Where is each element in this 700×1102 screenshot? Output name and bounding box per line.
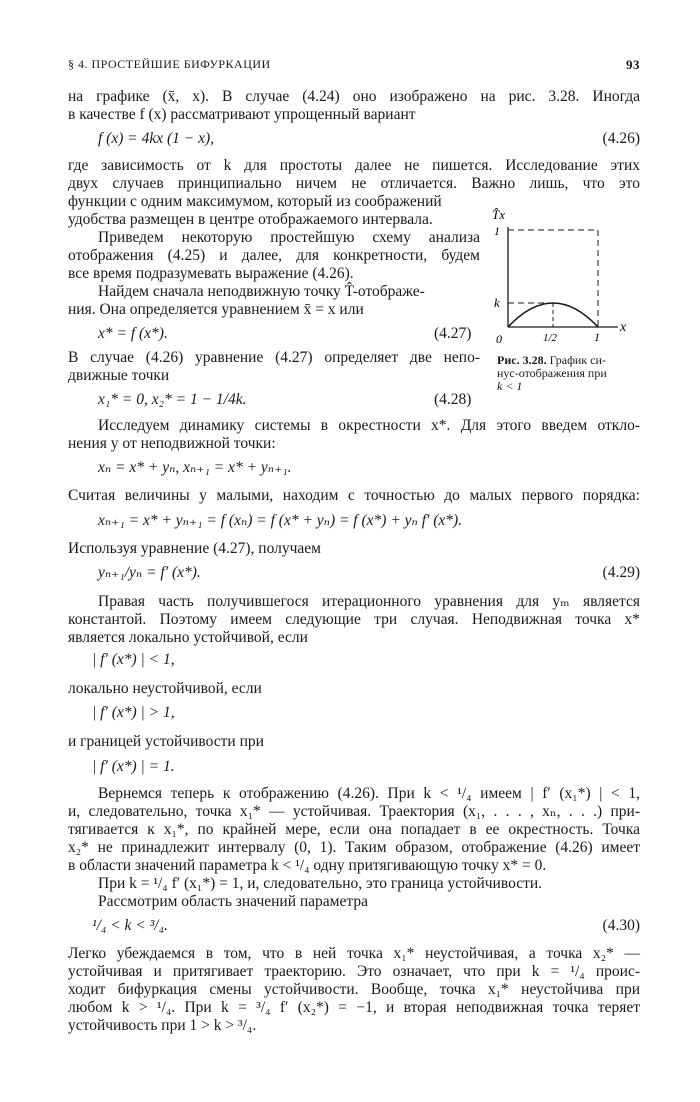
text-line: Правая часть получившегося итерационного уравнения для yₘ является [98,593,640,610]
caption-label: Рис. 3.28. [497,353,547,367]
text-line: функции с одним максимумом, который из соображений [68,193,442,210]
caption-text: График си- [549,353,606,367]
text-line: Рассмотрим область значений параметра [98,893,368,910]
figure-3-28 [490,205,640,345]
equation-number: (4.28) [434,391,472,408]
text-line: движные точки [68,367,170,384]
text-line: удобства размещен в центре отображаемого интервала. [68,211,433,228]
text-line: любом k > ¹/₄. При k = ³/₄ f′ (x₂*) = −1, и вторая неподвижная точка теряет [68,999,640,1016]
running-header [68,57,640,75]
equation-deviation: xₙ = x* + yₙ, xₙ₊₁ = x* + yₙ₊₁. [98,459,292,476]
text-line: В случае (4.26) уравнение (4.27) определяет две непо- [68,349,480,366]
text-line: При k = ¹/₄ f′ (x₁*) = 1, и, следовательно, это граница устойчивости. [98,875,543,892]
text-line: двух случаев принципиально ничем не отличается. Важно лишь, что это [68,175,640,192]
text-line: Приведем некоторую простейшую схему анализа [98,229,480,246]
text-line: все время подразумевать выражение (4.26). [68,265,354,282]
text-line: в качестве f (x) рассматривают упрощенный вариант [68,106,416,123]
equation-number: (4.29) [602,564,640,581]
equation-boundary: | f′ (x*) | = 1. [92,758,175,775]
text-line: ходит бифуркация смены устойчивости. Вообще, точка x₁* неустойчива при [68,981,640,998]
text-line: константой. Поэтому имеем следующие три случая. Неподвижная точка x* [68,611,640,628]
section-title: § 4. ПРОСТЕЙШИЕ БИФУРКАЦИИ [68,57,271,71]
text-line: и, следовательно, точка x₁* — устойчивая. Траектория (x₁, . . . , xₙ, . . .) при- [68,803,640,820]
text-line: локально неустойчивой, если [68,680,262,697]
equation-4-26: f (x) = 4kx (1 − x), [98,130,215,147]
tick-y-one: 1 [494,224,500,238]
page-number: 93 [626,57,640,72]
sine-map-plot [490,205,640,345]
text-line: Легко убеждаемся в том, что в ней точка x₁* неустойчивая, а точка x₂* — [68,945,640,962]
text-line: отображения (4.25) и далее, для конкретности, будем [68,247,480,264]
text-line: x₂* не принадлежит интервалу (0, 1). Таким образом, отображение (4.26) имеет [68,839,640,856]
equation-4-27: x* = f (x*). [98,325,168,342]
text-line: на графике (x̄, x). В случае (4.24) оно изображено на рис. 3.28. Иногда [68,88,640,105]
inequality-unstable: | f′ (x*) | > 1, [92,704,175,721]
equation-number: (4.26) [602,130,640,147]
text-line: Найдем сначала неподвижную точку T̂-отображе- [98,283,425,300]
text-line: ния. Она определяется уравнением x̄ = x или [68,301,364,318]
text-line: Считая величины y малыми, находим с точностью до малых первого порядка: [68,487,640,504]
inequality-stable: | f′ (x*) | < 1, [92,651,175,668]
caption-text: k < 1 [497,379,523,393]
equation-4-28: x₁* = 0, x₂* = 1 − 1/4k. [98,391,247,408]
equation-number: (4.27) [434,325,472,342]
equation-4-29: yₙ₊₁/yₙ = f′ (x*). [98,564,201,581]
equation-4-30: ¹/₄ < k < ³/₄. [92,917,168,934]
tick-origin: 0 [496,332,502,345]
x-axis-label: x [620,320,627,335]
text-line: Вернемся теперь к отображению (4.26). При k < ¹/₄ имеем | f′ (x₁*) | < 1, [98,785,640,802]
text-line: Исследуем динамику системы в окрестности x*. Для этого введем откло- [98,417,640,434]
tick-half: 1/2 [543,332,558,344]
text-line: тягивается к x₁*, по крайней мере, если она попадает в ее окрестность. Точка [68,821,640,838]
text-line: Используя уравнение (4.27), получаем [68,540,321,557]
text-line: нения y от неподвижной точки: [68,435,276,452]
figure-caption [497,354,642,393]
tick-y-k: k [494,295,500,310]
text-line: в области значений параметра k < ¹/₄ одну притягивающую точку x* = 0. [68,857,547,874]
text-line: является локально устойчивой, если [68,629,308,646]
equation-number: (4.30) [602,917,640,934]
text-line: устойчивость при 1 > k > ³/₄. [68,1017,257,1034]
text-line: где зависимость от k для простоты далее не пишется. Исследование этих [68,157,640,174]
y-axis-label: T̂x [492,207,505,222]
text-line: и границей устойчивости при [68,733,264,750]
tick-x-one: 1 [594,330,600,344]
text-line: устойчивая и притягивает траекторию. Это означает, что при k = ¹/₄ проис- [68,963,640,980]
equation-linearization: xₙ₊₁ = x* + yₙ₊₁ = f (xₙ) = f (x* + yₙ) = f (x*) + yₙ f′ (x*). [98,512,463,529]
caption-text: нус-отображения при [497,366,607,380]
